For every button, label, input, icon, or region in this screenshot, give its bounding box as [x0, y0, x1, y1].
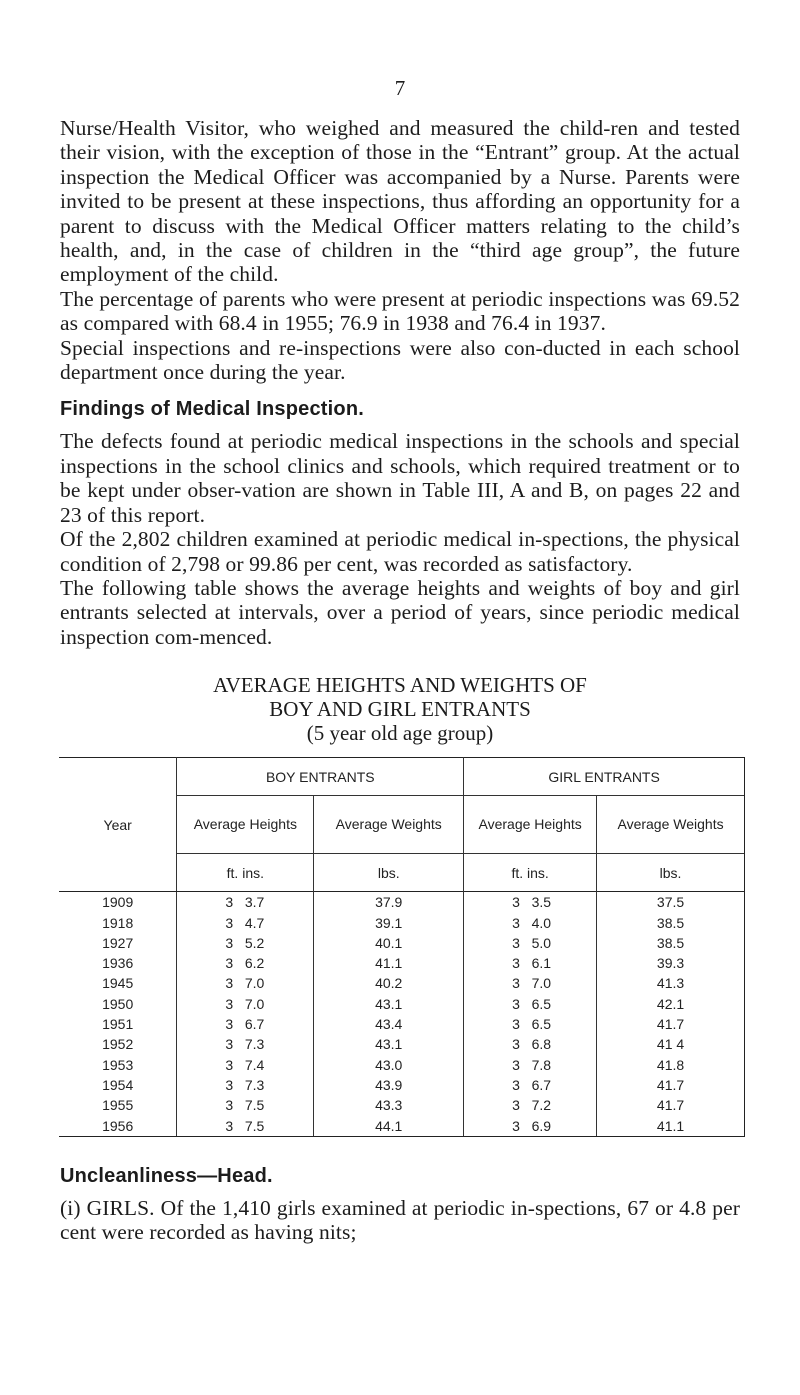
cell-boy-weight: 40.2: [314, 973, 464, 993]
paragraph-defects: The defects found at periodic medical inspections in the schools and special inspections in the school clinics and schools, which required treatment or to be kept under obser-vation are shown in Table III, A and B, on pages 22 and 23 of this report.: [60, 429, 740, 527]
table-row: [59, 892, 745, 913]
cell-year: 1918: [102, 914, 134, 931]
cell-boy-height: 3 7.3: [177, 1075, 314, 1095]
cell-girl-weight: 38.5: [597, 912, 745, 932]
cell-girl-weight: 41.8: [597, 1055, 745, 1075]
table-title-line-2: BOY AND GIRL ENTRANTS: [269, 697, 531, 722]
header-girl-avg-heights: Average Heights: [464, 796, 597, 854]
cell-year: 1945: [102, 975, 134, 992]
table-title-line-3: (5 year old age group): [306, 721, 494, 746]
table-row: [59, 953, 745, 973]
table-row: [59, 1034, 745, 1054]
cell-year: 1927: [102, 934, 134, 951]
cell-girl-height: 3 6.5: [464, 1014, 597, 1034]
header-boy-avg-heights: Average Heights: [177, 796, 314, 854]
table-title: [60, 673, 740, 745]
header-boy-avg-weights: Average Weights: [314, 796, 464, 854]
cell-girl-weight: 39.3: [597, 953, 745, 973]
paragraph-girls-nits: (i) GIRLS. Of the 1,410 girls examined at periodic in-spections, 67 or 4.8 per cent were recorded as having nits;: [60, 1195, 740, 1245]
cell-year: 1952: [102, 1036, 134, 1053]
cell-girl-height: 3 7.8: [464, 1055, 597, 1075]
cell-boy-weight: 43.1: [314, 994, 464, 1014]
cell-boy-height: 3 3.7: [177, 892, 314, 913]
table-row: [59, 912, 745, 932]
cell-girl-height: 3 5.0: [464, 933, 597, 953]
cell-girl-weight: 41.7: [597, 1014, 745, 1034]
cell-boy-weight: 41.1: [314, 953, 464, 973]
cell-boy-height: 3 4.7: [177, 912, 314, 932]
cell-year: 1954: [102, 1076, 134, 1093]
cell-boy-weight: 43.1: [314, 1034, 464, 1054]
table-title-line-1: AVERAGE HEIGHTS AND WEIGHTS OF: [213, 673, 587, 698]
table-row: [59, 933, 745, 953]
cell-girl-weight: 41.7: [597, 1095, 745, 1115]
table-row: [59, 973, 745, 993]
cell-girl-height: 3 7.0: [464, 973, 597, 993]
heading-findings: Findings of Medical Inspection.: [60, 398, 364, 421]
cell-boy-height: 3 7.5: [177, 1095, 314, 1115]
unit-boy-height: ft. ins.: [177, 854, 314, 892]
table-row: [59, 1095, 745, 1115]
table-row: [59, 994, 745, 1014]
page-number: 7: [394, 76, 406, 100]
paragraph-special-inspections: Special inspections and re-inspections were also con-ducted in each school department once during the year.: [60, 335, 740, 385]
cell-year: 1950: [102, 995, 134, 1012]
cell-girl-weight: 41.3: [597, 973, 745, 993]
cell-boy-weight: 43.0: [314, 1055, 464, 1075]
cell-year: 1956: [59, 1115, 177, 1136]
table-row: [59, 1014, 745, 1034]
cell-girl-height: 3 4.0: [464, 912, 597, 932]
cell-girl-weight: 42.1: [597, 994, 745, 1014]
cell-girl-weight: 38.5: [597, 933, 745, 953]
cell-boy-weight: 39.1: [314, 912, 464, 932]
cell-girl-height: 3 6.7: [464, 1075, 597, 1095]
table-row: [59, 1115, 745, 1136]
cell-boy-height: 3 5.2: [177, 933, 314, 953]
cell-boy-weight: 43.9: [314, 1075, 464, 1095]
unit-boy-weight: lbs.: [314, 854, 464, 892]
paragraph-table-intro: The following table shows the average heights and weights of boy and girl entrants selected at intervals, over a period of years, since periodic medical inspection com-menced.: [60, 575, 740, 649]
paragraph-parents-percentage: The percentage of parents who were present at periodic inspections was 69.52 as compared with 68.4 in 1955; 76.9 in 1938 and 76.4 in 1937.: [60, 286, 740, 336]
cell-boy-height: 3 7.5: [177, 1115, 314, 1136]
header-boy-entrants: BOY ENTRANTS: [177, 758, 464, 796]
cell-boy-height: 3 7.3: [177, 1034, 314, 1054]
cell-boy-weight: 43.3: [314, 1095, 464, 1115]
cell-boy-height: 3 6.7: [177, 1014, 314, 1034]
cell-boy-height: 3 7.0: [177, 994, 314, 1014]
cell-girl-height: 3 6.8: [464, 1034, 597, 1054]
cell-girl-weight: 41.7: [597, 1075, 745, 1095]
cell-girl-weight: 41 4: [597, 1034, 745, 1054]
table-row: [59, 1055, 745, 1075]
paragraph-physical-condition: Of the 2,802 children examined at periodic medical in-spections, the physical condition of 2,798 or 99.86 per cent, was recorded as satisfactory.: [60, 527, 740, 576]
cell-boy-weight: 37.9: [314, 892, 464, 913]
cell-girl-height: 3 6.9: [464, 1115, 597, 1136]
cell-girl-height: 3 3.5: [464, 892, 597, 913]
heading-uncleanliness: Uncleanliness—Head.: [60, 1164, 273, 1187]
cell-year: 1953: [102, 1056, 134, 1073]
heights-weights-table: [59, 757, 745, 1137]
header-girl-entrants: GIRL ENTRANTS: [464, 758, 745, 796]
table-row: [59, 1075, 745, 1095]
header-year: Year: [59, 758, 177, 892]
cell-boy-height: 3 7.0: [177, 973, 314, 993]
table-body: [59, 892, 745, 1137]
cell-girl-weight: 41.1: [597, 1115, 745, 1136]
cell-boy-weight: 40.1: [314, 933, 464, 953]
cell-year: 1909: [102, 894, 134, 911]
paragraph-nurse-visitor: Nurse/Health Visitor, who weighed and measured the child-ren and tested their vision, with the exception of those in the “Entrant” group. At the actual inspection the Medical Officer was accompanied by a Nurse. Parents were invited to be present at these inspections, thus affording an opportunity for a parent to discuss with the Medical Officer matters relating to the child’s health, and, in the case of children in the “third age group”, the future employment of the child.: [60, 116, 740, 287]
cell-girl-height: 3 6.5: [464, 994, 597, 1014]
unit-girl-height: ft. ins.: [464, 854, 597, 892]
cell-year: 1955: [102, 1097, 134, 1114]
cell-year: 1951: [102, 1016, 134, 1033]
cell-boy-height: 3 6.2: [177, 953, 314, 973]
cell-boy-weight: 44.1: [314, 1115, 464, 1136]
header-girl-avg-weights: Average Weights: [597, 796, 745, 854]
cell-year: 1936: [102, 955, 134, 972]
cell-boy-weight: 43.4: [314, 1014, 464, 1034]
cell-boy-height: 3 7.4: [177, 1055, 314, 1075]
unit-girl-weight: lbs.: [597, 854, 745, 892]
cell-girl-height: 3 6.1: [464, 953, 597, 973]
cell-girl-height: 3 7.2: [464, 1095, 597, 1115]
cell-girl-weight: 37.5: [597, 892, 745, 913]
page-content: [60, 116, 740, 1245]
